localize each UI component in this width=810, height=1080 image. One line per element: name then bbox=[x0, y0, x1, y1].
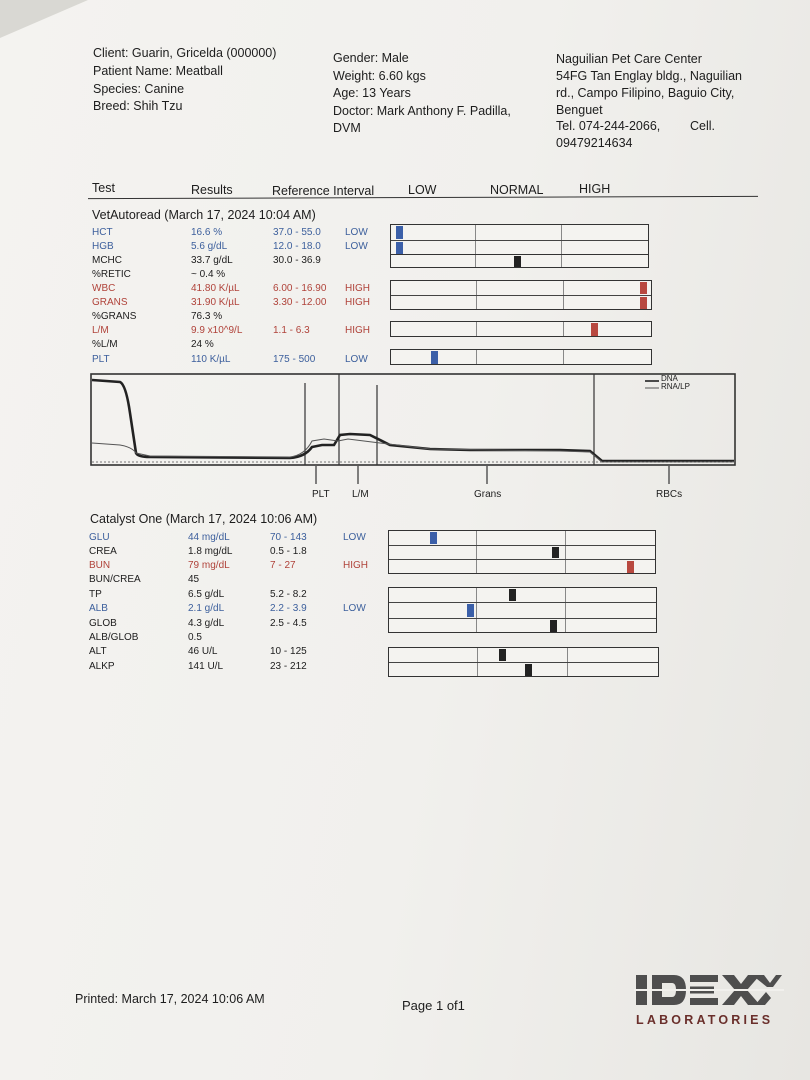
row-bun-test: BUN bbox=[89, 560, 111, 571]
idexx-logo-mark bbox=[634, 973, 784, 1007]
row-wbc-flag: HIGH bbox=[345, 283, 370, 294]
marker-glu bbox=[430, 532, 437, 544]
clinic-address-3: Benguet bbox=[556, 103, 603, 117]
axis-label-grans: Grans bbox=[474, 489, 502, 500]
marker-bun bbox=[627, 561, 634, 573]
range-bar-separator bbox=[389, 602, 656, 603]
histogram-svg bbox=[90, 373, 736, 467]
row-tp-test: TP bbox=[89, 589, 102, 600]
row-glu-test: GLU bbox=[89, 532, 110, 543]
row-mchc-ref: 30.0 - 36.9 bbox=[273, 255, 321, 266]
range-divider bbox=[476, 531, 477, 573]
breed: Breed: Shih Tzu bbox=[93, 99, 183, 113]
range-divider bbox=[563, 322, 564, 336]
clinic-address-2: rd., Campo Filipino, Baguio City, bbox=[556, 86, 735, 100]
row-mchc-result: 33.7 g/dL bbox=[191, 255, 233, 266]
histogram-ticks bbox=[90, 466, 736, 486]
header-rule bbox=[88, 196, 758, 199]
axis-label-plt: PLT bbox=[312, 489, 330, 500]
range-divider bbox=[476, 322, 477, 336]
species: Species: Canine bbox=[93, 82, 185, 96]
marker-alkp bbox=[525, 664, 532, 676]
row-crea-test: CREA bbox=[89, 546, 117, 557]
row-plt-result: 110 K/µL bbox=[191, 354, 231, 365]
range-divider bbox=[563, 350, 564, 364]
range-bar-separator bbox=[391, 295, 651, 296]
row-alb-ref: 2.2 - 3.9 bbox=[270, 603, 307, 614]
range-bar-MCHC bbox=[390, 254, 649, 268]
row-glob-ref: 2.5 - 4.5 bbox=[270, 618, 307, 629]
row-grans-flag: HIGH bbox=[345, 297, 370, 308]
marker-glob bbox=[550, 620, 557, 632]
folded-corner bbox=[0, 0, 88, 38]
range-divider bbox=[565, 531, 566, 573]
row-alt-test: ALT bbox=[89, 646, 107, 657]
row-hct-test: HCT bbox=[92, 227, 113, 238]
row-alt-result: 46 U/L bbox=[188, 646, 218, 657]
legend-rnalp: RNA/LP bbox=[661, 382, 690, 391]
range-bar-separator bbox=[389, 618, 656, 619]
marker-alb bbox=[467, 604, 474, 616]
row-lm-ref: 1.1 - 6.3 bbox=[273, 325, 310, 336]
marker-tp bbox=[509, 589, 516, 601]
marker-alt bbox=[499, 649, 506, 661]
idexx-logo bbox=[634, 973, 784, 1027]
row-bun-ref: 7 - 27 bbox=[270, 560, 296, 571]
row-albglob-test: ALB/GLOB bbox=[89, 632, 139, 643]
range-divider bbox=[476, 350, 477, 364]
row-lm-result: 24 % bbox=[191, 339, 214, 350]
range-bar-separator bbox=[391, 240, 648, 241]
range-bar-GLU-CREA-BUN bbox=[388, 530, 656, 574]
row-alt-ref: 10 - 125 bbox=[270, 646, 307, 657]
marker-hct bbox=[396, 226, 403, 239]
clinic-cell: 09479214634 bbox=[556, 136, 633, 150]
cell-distribution-graph bbox=[90, 373, 736, 467]
row-alb-flag: LOW bbox=[343, 603, 366, 614]
row-alkp-result: 141 U/L bbox=[188, 661, 224, 672]
row-alb-test: ALB bbox=[89, 603, 108, 614]
weight: Weight: 6.60 kgs bbox=[333, 69, 426, 83]
row-retic-test: %RETIC bbox=[92, 269, 131, 280]
row-hct-ref: 37.0 - 55.0 bbox=[273, 227, 321, 238]
row-grans-test: %GRANS bbox=[92, 311, 137, 322]
row-glob-test: GLOB bbox=[89, 618, 117, 629]
row-bun-result: 79 mg/dL bbox=[188, 560, 230, 571]
row-lm-test: %L/M bbox=[92, 339, 118, 350]
range-bar-ALT-ALKP bbox=[388, 647, 659, 677]
range-divider bbox=[561, 255, 562, 267]
axis-label-lm: L/M bbox=[352, 489, 369, 500]
row-plt-ref: 175 - 500 bbox=[273, 354, 316, 365]
col-test: Test bbox=[92, 181, 115, 195]
clinic-address-1: 54FG Tan Englay bldg., Naguilian bbox=[556, 69, 742, 83]
row-wbc-ref: 6.00 - 16.90 bbox=[273, 283, 327, 294]
row-tp-ref: 5.2 - 8.2 bbox=[270, 589, 307, 600]
clinic-cell-label: Cell. bbox=[690, 119, 716, 133]
range-bar-separator bbox=[389, 559, 655, 560]
row-hgb-ref: 12.0 - 18.0 bbox=[273, 241, 321, 252]
printed-date: Printed: March 17, 2024 10:06 AM bbox=[75, 992, 265, 1006]
gender: Gender: Male bbox=[333, 51, 409, 65]
row-alkp-ref: 23 - 212 bbox=[270, 661, 307, 672]
marker-grans bbox=[640, 297, 647, 309]
range-bar-TP-ALB-GLOB bbox=[388, 587, 657, 633]
col-high: HIGH bbox=[579, 182, 611, 196]
row-grans-result: 76.3 % bbox=[191, 311, 223, 322]
row-alkp-test: ALKP bbox=[89, 661, 115, 672]
marker-crea bbox=[552, 547, 559, 559]
row-hgb-flag: LOW bbox=[345, 241, 368, 252]
row-glu-flag: LOW bbox=[343, 532, 366, 543]
row-glu-result: 44 mg/dL bbox=[188, 532, 230, 543]
clinic-tel: Tel. 074-244-2066, bbox=[556, 119, 661, 133]
range-divider bbox=[475, 255, 476, 267]
range-bar-WBC-GRANS bbox=[390, 280, 652, 310]
row-hgb-result: 5.6 g/dL bbox=[191, 241, 228, 252]
marker-plt bbox=[431, 351, 438, 364]
row-bun-flag: HIGH bbox=[343, 560, 368, 571]
section-catalyst-title: Catalyst One (March 17, 2024 10:06 AM) bbox=[90, 512, 318, 526]
row-lm-test: L/M bbox=[92, 325, 109, 336]
range-bar-PLT bbox=[390, 349, 652, 365]
row-wbc-result: 41.80 K/µL bbox=[191, 283, 240, 294]
row-plt-test: PLT bbox=[92, 354, 110, 365]
row-mchc-test: MCHC bbox=[92, 255, 122, 266]
marker-lm bbox=[591, 323, 598, 336]
row-albglob-result: 0.5 bbox=[188, 632, 202, 643]
clinic-name: Naguilian Pet Care Center bbox=[556, 52, 702, 66]
row-lm-result: 9.9 x10^9/L bbox=[191, 325, 243, 336]
row-hct-flag: LOW bbox=[345, 227, 368, 238]
legend-dna: DNA bbox=[661, 374, 678, 383]
doctor: Doctor: Mark Anthony F. Padilla, bbox=[333, 104, 511, 118]
row-retic-result: ~ 0.4 % bbox=[191, 269, 226, 280]
row-lm-flag: HIGH bbox=[345, 325, 370, 336]
range-bar-separator bbox=[389, 545, 655, 546]
row-glu-ref: 70 - 143 bbox=[270, 532, 307, 543]
axis-label-rbcs: RBCs bbox=[656, 489, 683, 500]
logo-subtitle: LABORATORIES bbox=[636, 1013, 774, 1027]
section-vetautoread-title: VetAutoread (March 17, 2024 10:04 AM) bbox=[92, 208, 316, 222]
row-crea-result: 1.8 mg/dL bbox=[188, 546, 233, 557]
range-divider bbox=[476, 588, 477, 632]
col-normal: NORMAL bbox=[490, 183, 544, 197]
col-results: Results bbox=[191, 183, 233, 197]
patient-name: Patient Name: Meatball bbox=[93, 64, 223, 78]
col-reference: Reference Interval bbox=[272, 184, 375, 198]
page-number: Page 1 of1 bbox=[402, 998, 465, 1013]
range-bar-separator bbox=[389, 662, 658, 663]
row-hgb-test: HGB bbox=[92, 241, 114, 252]
col-low: LOW bbox=[408, 183, 437, 197]
row-grans-result: 31.90 K/µL bbox=[191, 297, 240, 308]
range-bar-HCT-HGB bbox=[390, 224, 649, 256]
row-buncrea-result: 45 bbox=[188, 574, 200, 585]
doctor-title: DVM bbox=[333, 121, 361, 135]
row-wbc-test: WBC bbox=[92, 283, 116, 294]
row-grans-ref: 3.30 - 12.00 bbox=[273, 297, 327, 308]
marker-wbc bbox=[640, 282, 647, 294]
row-buncrea-test: BUN/CREA bbox=[89, 574, 141, 585]
client-name: Client: Guarin, Gricelda (000000) bbox=[93, 46, 277, 60]
range-divider bbox=[565, 588, 566, 632]
row-tp-result: 6.5 g/dL bbox=[188, 589, 225, 600]
row-alb-result: 2.1 g/dL bbox=[188, 603, 225, 614]
row-grans-test: GRANS bbox=[92, 297, 128, 308]
age: Age: 13 Years bbox=[333, 86, 411, 100]
row-hct-result: 16.6 % bbox=[191, 227, 223, 238]
range-bar-L/M bbox=[390, 321, 652, 337]
row-glob-result: 4.3 g/dL bbox=[188, 618, 225, 629]
row-plt-flag: LOW bbox=[345, 354, 368, 365]
row-crea-ref: 0.5 - 1.8 bbox=[270, 546, 307, 557]
marker-mchc bbox=[514, 256, 521, 267]
